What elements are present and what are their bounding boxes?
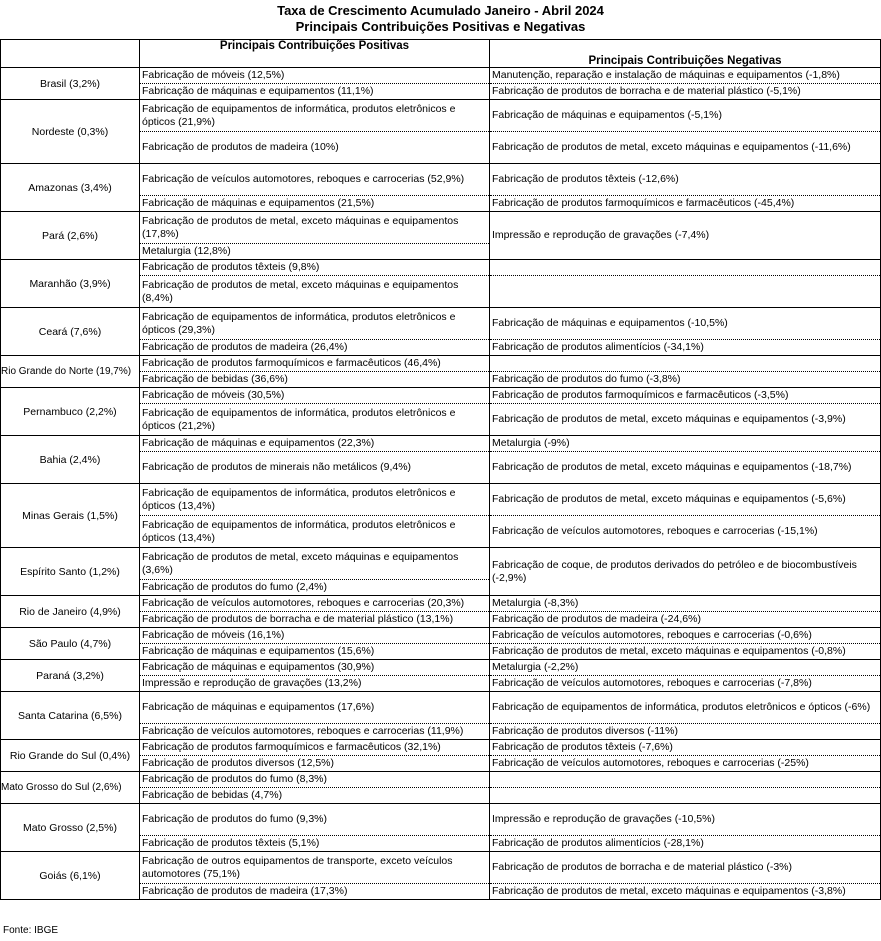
positive-contribution-cell: Fabricação de produtos de metal, exceto máquinas e equipamentos (3,6%) [140,548,490,580]
positive-contribution-cell: Fabricação de outros equipamentos de transporte, exceto veículos automotores (75,1%) [140,852,490,884]
state-cell: Ceará (7,6%) [1,308,140,356]
negative-contribution-cell: Fabricação de produtos de borracha e de material plástico (-5,1%) [490,84,881,100]
negative-contribution-cell: Metalurgia (-2,2%) [490,660,881,676]
positive-contribution-cell: Impressão e reprodução de gravações (13,2%) [140,676,490,692]
negative-contribution-cell: Fabricação de coque, de produtos derivados do petróleo e de biocombustíveis (-2,9%) [490,548,881,596]
title-line-2: Principais Contribuições Positivas e Negativas [295,19,586,34]
state-cell: Bahia (2,4%) [1,436,140,484]
table-row [1,484,881,516]
state-cell: Minas Gerais (1,5%) [1,484,140,548]
positive-contribution-cell: Metalurgia (12,8%) [140,244,490,260]
state-cell: Amazonas (3,4%) [1,164,140,212]
title-line-1: Taxa de Crescimento Acumulado Janeiro - Abril 2024 [277,3,604,18]
positive-contribution-cell: Fabricação de máquinas e equipamentos (22,3%) [140,436,490,452]
state-cell: Rio de Janeiro (4,9%) [1,596,140,628]
contributions-table [0,39,881,900]
table-header-row [1,40,881,68]
negative-contribution-cell: Fabricação de produtos farmoquímicos e farmacêuticos (-3,5%) [490,388,881,404]
table-row [1,772,881,788]
state-cell: Espírito Santo (1,2%) [1,548,140,596]
report-title [0,3,881,35]
negative-contribution-cell: Fabricação de produtos de metal, exceto máquinas e equipamentos (-5,6%) [490,484,881,516]
negative-contribution-cell: Fabricação de produtos de metal, exceto máquinas e equipamentos (-11,6%) [490,132,881,164]
positive-contribution-cell: Fabricação de produtos do fumo (2,4%) [140,580,490,596]
positive-contribution-cell: Fabricação de produtos de borracha e de material plástico (13,1%) [140,612,490,628]
state-cell: Paraná (3,2%) [1,660,140,692]
positive-contribution-cell: Fabricação de produtos têxteis (5,1%) [140,836,490,852]
negative-contribution-cell: Fabricação de produtos de metal, exceto máquinas e equipamentos (-3,9%) [490,404,881,436]
negative-contribution-cell [490,260,881,276]
negative-contribution-cell [490,276,881,308]
positive-contribution-cell: Fabricação de veículos automotores, reboques e carrocerias (11,9%) [140,724,490,740]
table-row [1,356,881,372]
negative-contribution-cell: Metalurgia (-8,3%) [490,596,881,612]
table-row [1,100,881,132]
table-row [1,212,881,244]
positive-contribution-cell: Fabricação de produtos de metal, exceto máquinas e equipamentos (8,4%) [140,276,490,308]
negative-contribution-cell: Fabricação de produtos alimentícios (-34,1%) [490,340,881,356]
negative-contribution-cell [490,772,881,788]
negative-contribution-cell: Fabricação de veículos automotores, reboques e carrocerias (-0,6%) [490,628,881,644]
negative-contribution-cell: Impressão e reprodução de gravações (-7,4%) [490,212,881,260]
negative-contribution-cell: Fabricação de produtos de madeira (-24,6%) [490,612,881,628]
negative-contribution-cell: Fabricação de produtos têxteis (-12,6%) [490,164,881,196]
state-cell: São Paulo (4,7%) [1,628,140,660]
negative-contribution-cell: Fabricação de veículos automotores, reboques e carrocerias (-7,8%) [490,676,881,692]
state-cell: Pará (2,6%) [1,212,140,260]
state-cell: Mato Grosso (2,5%) [1,804,140,852]
table-body [1,68,881,900]
table-row [1,260,881,276]
state-cell: Pernambuco (2,2%) [1,388,140,436]
header-state [1,40,140,68]
positive-contribution-cell: Fabricação de veículos automotores, reboques e carrocerias (20,3%) [140,596,490,612]
positive-contribution-cell: Fabricação de máquinas e equipamentos (11,1%) [140,84,490,100]
negative-contribution-cell: Fabricação de máquinas e equipamentos (-5,1%) [490,100,881,132]
negative-contribution-cell: Fabricação de produtos de metal, exceto máquinas e equipamentos (-0,8%) [490,644,881,660]
header-positive: Principais Contribuições Positivas [140,40,490,68]
negative-contribution-cell [490,788,881,804]
state-cell: Maranhão (3,9%) [1,260,140,308]
header-negative: Principais Contribuições Negativas [490,40,881,68]
positive-contribution-cell: Fabricação de produtos de metal, exceto máquinas e equipamentos (17,8%) [140,212,490,244]
table-row [1,436,881,452]
negative-contribution-cell: Fabricação de produtos do fumo (-3,8%) [490,372,881,388]
positive-contribution-cell: Fabricação de equipamentos de informática, produtos eletrônicos e ópticos (21,2%) [140,404,490,436]
positive-contribution-cell: Fabricação de produtos do fumo (8,3%) [140,772,490,788]
positive-contribution-cell: Fabricação de produtos têxteis (9,8%) [140,260,490,276]
positive-contribution-cell: Fabricação de veículos automotores, reboques e carrocerias (52,9%) [140,164,490,196]
table-row [1,804,881,836]
positive-contribution-cell: Fabricação de equipamentos de informática, produtos eletrônicos e ópticos (21,9%) [140,100,490,132]
table-row [1,740,881,756]
negative-contribution-cell: Metalurgia (-9%) [490,436,881,452]
positive-contribution-cell: Fabricação de produtos de minerais não metálicos (9,4%) [140,452,490,484]
table-row [1,388,881,404]
positive-contribution-cell: Fabricação de máquinas e equipamentos (30,9%) [140,660,490,676]
table-row [1,308,881,340]
negative-contribution-cell: Fabricação de veículos automotores, reboques e carrocerias (-25%) [490,756,881,772]
positive-contribution-cell: Fabricação de móveis (30,5%) [140,388,490,404]
positive-contribution-cell: Fabricação de produtos farmoquímicos e farmacêuticos (46,4%) [140,356,490,372]
positive-contribution-cell: Fabricação de bebidas (4,7%) [140,788,490,804]
positive-contribution-cell: Fabricação de bebidas (36,6%) [140,372,490,388]
negative-contribution-cell: Manutenção, reparação e instalação de máquinas e equipamentos (-1,8%) [490,68,881,84]
positive-contribution-cell: Fabricação de máquinas e equipamentos (21,5%) [140,196,490,212]
negative-contribution-cell: Fabricação de máquinas e equipamentos (-10,5%) [490,308,881,340]
negative-contribution-cell: Fabricação de produtos de metal, exceto máquinas e equipamentos (-3,8%) [490,884,881,900]
state-cell: Goiás (6,1%) [1,852,140,900]
positive-contribution-cell: Fabricação de móveis (12,5%) [140,68,490,84]
positive-contribution-cell: Fabricação de equipamentos de informática, produtos eletrônicos e ópticos (13,4%) [140,484,490,516]
state-cell: Rio Grande do Norte (19,7%) [1,356,140,388]
positive-contribution-cell: Fabricação de máquinas e equipamentos (17,6%) [140,692,490,724]
table-row [1,68,881,84]
state-cell: Rio Grande do Sul (0,4%) [1,740,140,772]
negative-contribution-cell [490,356,881,372]
positive-contribution-cell: Fabricação de produtos diversos (12,5%) [140,756,490,772]
positive-contribution-cell: Fabricação de produtos de madeira (10%) [140,132,490,164]
table-row [1,596,881,612]
positive-contribution-cell: Fabricação de produtos do fumo (9,3%) [140,804,490,836]
table-row [1,164,881,196]
negative-contribution-cell: Fabricação de produtos têxteis (-7,6%) [490,740,881,756]
positive-contribution-cell: Fabricação de equipamentos de informática, produtos eletrônicos e ópticos (29,3%) [140,308,490,340]
state-cell: Brasil (3,2%) [1,68,140,100]
positive-contribution-cell: Fabricação de produtos farmoquímicos e farmacêuticos (32,1%) [140,740,490,756]
positive-contribution-cell: Fabricação de produtos de madeira (26,4%) [140,340,490,356]
positive-contribution-cell: Fabricação de produtos de madeira (17,3%) [140,884,490,900]
source-note: Fonte: IBGE [3,925,59,936]
negative-contribution-cell: Fabricação de produtos farmoquímicos e farmacêuticos (-45,4%) [490,196,881,212]
table-row [1,548,881,580]
positive-contribution-cell: Fabricação de equipamentos de informática, produtos eletrônicos e ópticos (13,4%) [140,516,490,548]
negative-contribution-cell: Fabricação de equipamentos de informática, produtos eletrônicos e ópticos (-6%) [490,692,881,724]
negative-contribution-cell: Fabricação de veículos automotores, reboques e carrocerias (-15,1%) [490,516,881,548]
table-row [1,692,881,724]
table-row [1,660,881,676]
negative-contribution-cell: Fabricação de produtos de borracha e de material plástico (-3%) [490,852,881,884]
table-row [1,628,881,644]
positive-contribution-cell: Fabricação de móveis (16,1%) [140,628,490,644]
negative-contribution-cell: Fabricação de produtos alimentícios (-28,1%) [490,836,881,852]
positive-contribution-cell: Fabricação de máquinas e equipamentos (15,6%) [140,644,490,660]
negative-contribution-cell: Impressão e reprodução de gravações (-10,5%) [490,804,881,836]
state-cell: Santa Catarina (6,5%) [1,692,140,740]
table-row [1,852,881,884]
negative-contribution-cell: Fabricação de produtos diversos (-11%) [490,724,881,740]
negative-contribution-cell: Fabricação de produtos de metal, exceto máquinas e equipamentos (-18,7%) [490,452,881,484]
state-cell: Mato Grosso do Sul (2,6%) [1,772,140,804]
state-cell: Nordeste (0,3%) [1,100,140,164]
